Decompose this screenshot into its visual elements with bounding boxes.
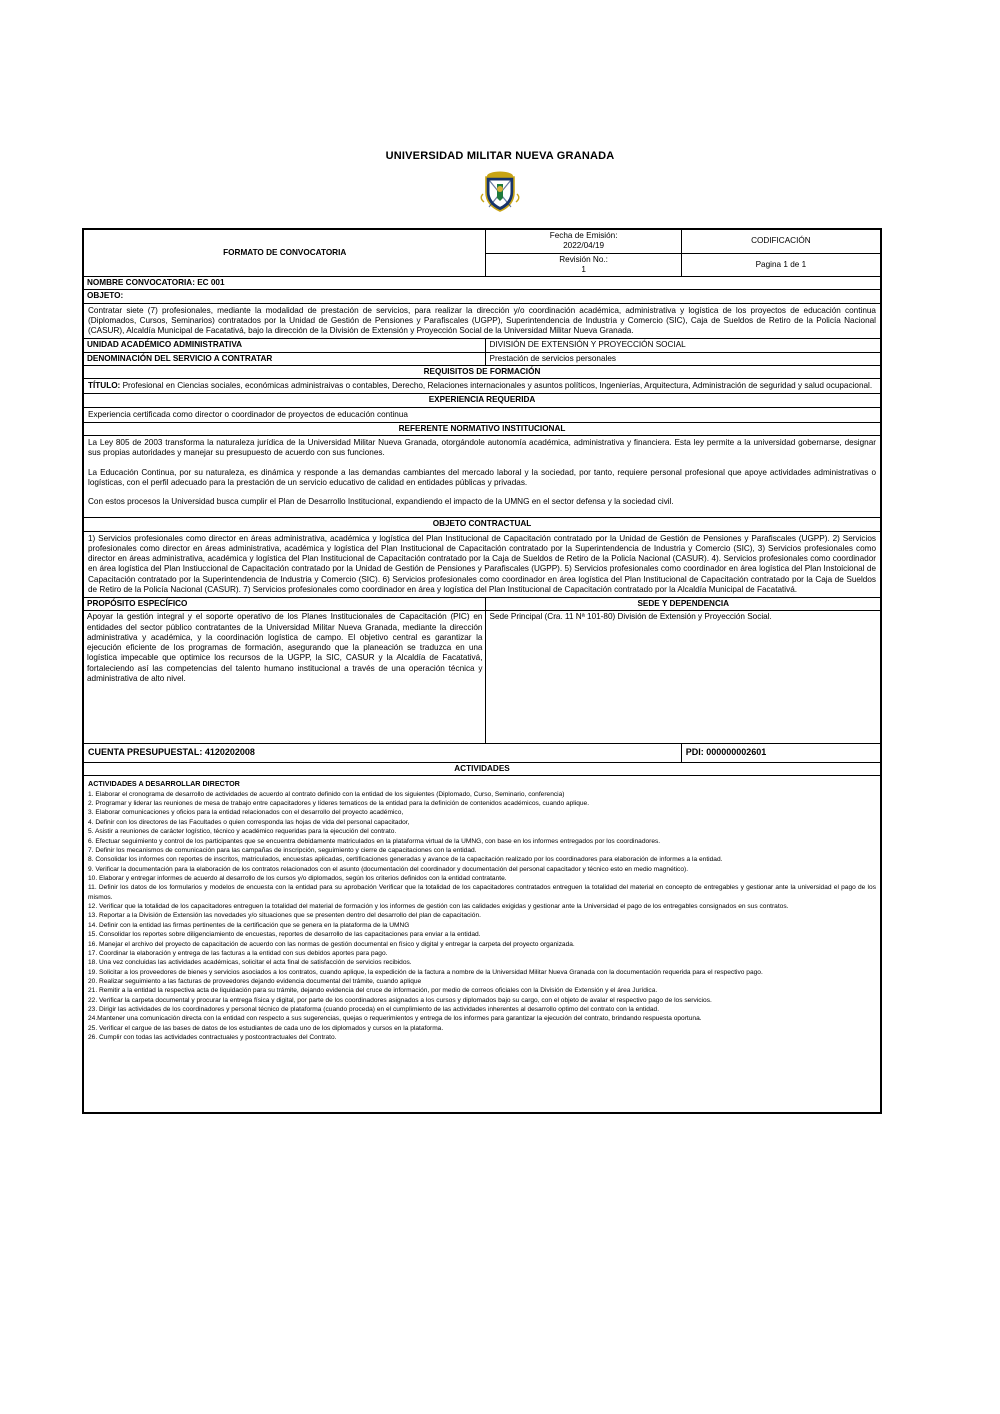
actividad-item: 25. Verificar el cargue de las bases de datos de los estudiantes de cada uno de los diplomados y cursos en la plataforma. [88, 1024, 444, 1032]
actividad-item: 4. Definir con los directores de las Facultades o quien corresponda las hojas de vida del personal capacitador, [88, 818, 410, 826]
actividad-item: 16. Manejar el archivo del proyecto de capacitación de acuerdo con las normas de gestión documental en físico y digital y entregar la carpeta del proyecto organizada. [88, 940, 575, 948]
referente-text-row [84, 436, 881, 518]
actividad-item: 9. Verificar la documentación para la elaboración de los contratos relacionados con el asunto (documentación del coordinador y documentación del personal capacitador y técnico esto en medio magnético). [88, 865, 689, 873]
sede-header: SEDE Y DEPENDENCIA [486, 598, 881, 611]
objeto-label: OBJETO: [84, 290, 881, 303]
actividad-item: 11. Definir los datos de los formularios y modelos de encuesta con la entidad para su aprobación Verificar que la totalidad de los capacitadores contratados entreguen la totalidad del material en concepto de entregables y gestionar ante la universidad el pago de los mismos. [88, 884, 876, 901]
denominacion-label: DENOMINACIÓN DEL SERVICIO A CONTRATAR [84, 352, 486, 365]
referente-header-row [84, 422, 881, 435]
codification-label: CODIFICACIÓN [681, 230, 880, 254]
actividad-item: 14. Definir con la entidad las firmas pertinentes de la certificación que se genera en la plataforma de la UMNG [88, 921, 410, 929]
actividad-item: 2. Programar y liderar las reuniones de mesa de trabajo entre capacitadores y líderes tematicos de la entidad para la definición de contenidos académicos, cuando aplique. [88, 800, 590, 808]
actividad-item: 21. Remitir a la entidad la respectiva acta de liquidación para su trámite, dejando evidencia del cruce de información, por medio de correos oficiales con la División de Extensión y el área Jurídica. [88, 987, 658, 995]
actividad-item: 12. Verificar que la totalidad de los capacitadores entreguen la totalidad del material de formación y los informes de gestión con las calidades exigidas y gestionar ante la Universidad el pago de los entregables consignados en sus contratos. [88, 903, 789, 911]
convocatoria-form [82, 228, 882, 1114]
referente-paragraph-1: La Ley 805 de 2003 transforma la naturaleza jurídica de la Universidad Militar Nueva Granada, otorgándole autonomía académica, administrativa y financiera. Esta ley permite a la universidad gobernarse, designar sus propias autoridades y manejar su presupuesto de acuerdo con sus funciones. [88, 438, 876, 458]
objeto-contractual-text-row [84, 531, 881, 598]
sede-text: Sede Principal (Cra. 11 Nª 101-80) División de Extensión y Proyección Social. [486, 611, 881, 744]
unidad-label: UNIDAD ACADÉMICO ADMINISTRATIVA [84, 339, 486, 352]
titulo-label: TÍTULO: [88, 381, 121, 390]
actividad-item: 7. Definir los mecanismos de comunicación para las campañas de inscripción, seguimiento y cierre de capacitaciones con la entidad. [88, 846, 477, 854]
objeto-text-row [84, 303, 881, 339]
actividades-body [84, 775, 881, 1112]
form-table [83, 229, 881, 1113]
page-label: Pagina 1 de 1 [681, 253, 880, 277]
actividades-list [88, 790, 876, 1043]
actividades-subtitle: ACTIVIDADES A DESARROLLAR DIRECTOR [88, 778, 240, 788]
actividad-item: 13. Reportar a la División de Extensión las novedades y/o situaciones que se presenten dentro del desarrollo del plan de capacitación. [88, 912, 481, 920]
cuenta-row [84, 744, 881, 762]
referente-paragraph-3: Con estos procesos la Universidad busca cumplir el Plan de Desarrollo Institucional, expandiendo el impacto de la UMNG en el sector defensa y la sociedad civil. [88, 497, 674, 506]
pdi-value: PDI: 000000002601 [681, 744, 880, 762]
nombre-convocatoria-row [84, 277, 881, 290]
cuenta-presupuestal: CUENTA PRESUPUESTAL: 4120202008 [84, 744, 682, 762]
organization-title: UNIVERSIDAD MILITAR NUEVA GRANADA [385, 150, 615, 162]
actividad-item: 22. Verificar la carpeta documental y procurar la entrega física y digital, por parte de los coordinadores asignados a los cursos y diplomados bajo su cargo, con el objeto de avalar el respectivo pago de los servicios. [88, 996, 712, 1004]
emission-date-cell [486, 230, 681, 254]
actividad-item: 3. Elaborar comunicaciones y oficios para la entidad relacionados con el desarrollo del proyecto académico, [88, 809, 404, 817]
proposito-header: PROPÓSITO ESPECÍFICO [84, 598, 486, 611]
emission-date-value: 2022/04/19 [563, 241, 605, 251]
actividad-item: 15. Consolidar los reportes sobre diligenciamiento de encuestas, reportes de desarrollo de las capacitaciones para enviar a la entidad. [88, 931, 481, 939]
titulo-cell [84, 379, 881, 394]
referente-paragraph-2: La Educación Continua, por su naturaleza, es dinámica y responde a las demandas cambiantes del mercado laboral y la sociedad, por tanto, requiere personal profesional que apoye actividades administrativas o logísticas, con el perfil adecuado para la prestación de un servicio educativo de calidad en entidades públicas y privadas. [88, 467, 876, 487]
experiencia-header-row [84, 394, 881, 407]
requisitos-header: REQUISITOS DE FORMACIÓN [84, 365, 881, 378]
experiencia-header: EXPERIENCIA REQUERIDA [84, 394, 881, 407]
proposito-text: Apoyar la gestión integral y el soporte operativo de los Planes Institucionales de Capacitación (PIC) en entidades del sector público contratantes de la Universidad Militar Nueva Granada, mediante la dirección administrativa y académica, y la coordinación logística de campo. El objetivo central es garantizar la ejecución eficiente de los programas de formación, asegurando que la planeación se traduzca en una logística impecable que optimice los recursos de la UGPP, la SIC, CASUR y la Alcaldía de Facatativá, fortaleciendo así las competencias del talento humano institucional a través de una operación técnica y administrativa de alto nivel. [84, 611, 486, 744]
actividades-body-row [84, 775, 881, 1112]
unidad-value: DIVISIÓN DE EXTENSIÓN Y PROYECCIÓN SOCIAL [486, 339, 881, 352]
titulo-text: Profesional en Ciencias sociales, económicas administraivas o contables, Derecho, Relaciones internacionales y asuntos políticos, Ingenierías, Arquitectura, Administración de seguridad y salud ocupacional. [122, 381, 873, 390]
revision-cell [486, 253, 681, 277]
referente-header: REFERENTE NORMATIVO INSTITUCIONAL [84, 422, 881, 435]
objeto-text: Contratar siete (7) profesionales, mediante la modalidad de prestación de servicios, para realizar la dirección y/o coordinación académica, administrativa y logística de los proyectos de educación continua (Diplomados, Cursos, Seminarios) contratados por la Unidad de Gestión de Pensiones y Parafiscales (UGPP), Superintendencia de Industria y Comercio (SIC), Caja de Sueldos de Retiro de la Policía Nacional (CASUR), Alcaldía Municipal de Facatativá, bajo la dirección de la División de Extensión y Proyección Social de la Universidad Militar Nueva Granada. [84, 303, 881, 339]
actividad-item: 23. Dirigir las actividades de los coordinadores y personal técnico de plataforma (cuando proceda) en el cumplimiento de las actividades inherentes al desarrollo optimo del contrato con la entidad. [88, 1006, 660, 1014]
revision-value: 1 [581, 264, 586, 274]
revision-label: Revisión No.: [559, 254, 608, 264]
nombre-convocatoria: NOMBRE CONVOCATORIA: EC 001 [84, 277, 881, 290]
actividad-item: 24.Mantener una comunicación directa con la entidad con respecto a sus sugerencias, quejas o requerimientos y entrega de los informes para garantizar la ejecución del contrato, brindando respuesta oportuna. [88, 1015, 702, 1023]
objeto-contractual-header: OBJETO CONTRACTUAL [84, 518, 881, 531]
actividad-item: 6. Efectuar seguimiento y control de los participantes que se encuentra debidamente matriculados en la plataforma virtual de la UMNG, con base en los informes entregados por los coordinadores. [88, 837, 661, 845]
referente-body [84, 436, 881, 518]
experiencia-text-row [84, 407, 881, 422]
requisitos-header-row [84, 365, 881, 378]
university-crest-icon [477, 168, 523, 214]
unidad-row [84, 339, 881, 352]
actividades-header-row [84, 762, 881, 775]
actividad-item: 20. Realizar seguimiento a las facturas de proveedores dejando evidencia documental del trámite, cuando aplique [88, 977, 422, 985]
objeto-label-row [84, 290, 881, 303]
actividad-item: 5. Asistir a reuniones de carácter logístico, técnico y académico requeridas para la ejecución del contrato. [88, 828, 397, 836]
actividad-item: 19. Solicitar a los proveedores de bienes y servicios asociados a los contratos, cuando aplique, la expedición de la factura a nombre de la Universidad Militar Nueva Granada con la documentación requerida para el respectivo pago. [88, 968, 763, 976]
emission-date-label: Fecha de Emisión: [549, 231, 618, 240]
proposito-body-row [84, 611, 881, 744]
actividad-item: 17. Coordinar la elaboración y entrega de las facturas a la entidad con sus debidos aportes para pago. [88, 949, 388, 957]
objeto-contractual-header-row [84, 518, 881, 531]
actividad-item: 26. Cumplir con todas las actividades contractuales y postcontractuales del Contrato. [88, 1034, 337, 1042]
titulo-row [84, 379, 881, 394]
actividad-item: 18. Una vez concluidas las actividades académicas, solicitar el acta final de satisfacción de servicios recibidos. [88, 959, 412, 967]
objeto-contractual-text: 1) Servicios profesionales como director en áreas administrativa, académica y logística del Plan Institucional de Capacitación contratado por la Unidad de Gestión de Pensiones y Parafiscales (UGPP). 2) Servicios profesionales como director en áreas administrativa, académica y logística del Plan Institucional de Capacitación contratado por la Superintendencia de Industria y Comercio (SIC), 3) Servicios profesionales como director en áreas administrativa, académica y logística del Plan Institucional de Capacitación contratado por la Caja de Sueldos de Retiro de la Policía Nacional (CASUR). 4). Servicios profesionales como coordinador en área logística del Plan Instiuccional de Capacitación contratado por la Unidad de Gestión de Pensiones y Parafiscales (UGPP). 5) Servicios profesionales como coordinador en área logística del Plan Instoicional de Capacitación contratado por la Superintendencia de Industria y Comercio (SIC). 6) Servicios profesionales como coordinador en área logística del Plan Institucional de Capacitación contratado por la Caja de Sueldos de Retiro de la Policía Nacional (CASUR). 7) Servicios profesionales como coordinador en área y logística del Plan Institucional de Capacitación contratado por la Alcaldía Municipal de Facatativá. [84, 531, 881, 598]
denominacion-value: Prestación de servicios personales [486, 352, 881, 365]
actividad-item: 8. Consolidar los informes con reportes de inscritos, matriculados, encuestas aplicadas, certificaciones generadas y avance de la capacitación realizado por los coordinadores para elaboración de informes a la entidad. [88, 856, 723, 864]
actividad-item: 1. Elaborar el cronograma de desarrollo de actividades de acuerdo al contrato definido con la entidad de los siguientes (Diplomado, Curso, Seminario, conferencia) [88, 790, 565, 798]
proposito-header-row [84, 598, 881, 611]
denominacion-row [84, 352, 881, 365]
actividad-item: 10. Elaborar y entregar informes de acuerdo al desarrollo de los cursos y/o diplomados, según los criterios definidos con la entidad contratante. [88, 874, 507, 882]
actividades-header: ACTIVIDADES [84, 762, 881, 775]
experiencia-text: Experiencia certificada como director o coordinador de proyectos de educación continua [84, 407, 881, 422]
form-title: FORMATO DE CONVOCATORIA [84, 230, 486, 277]
header-row-1 [84, 230, 881, 254]
